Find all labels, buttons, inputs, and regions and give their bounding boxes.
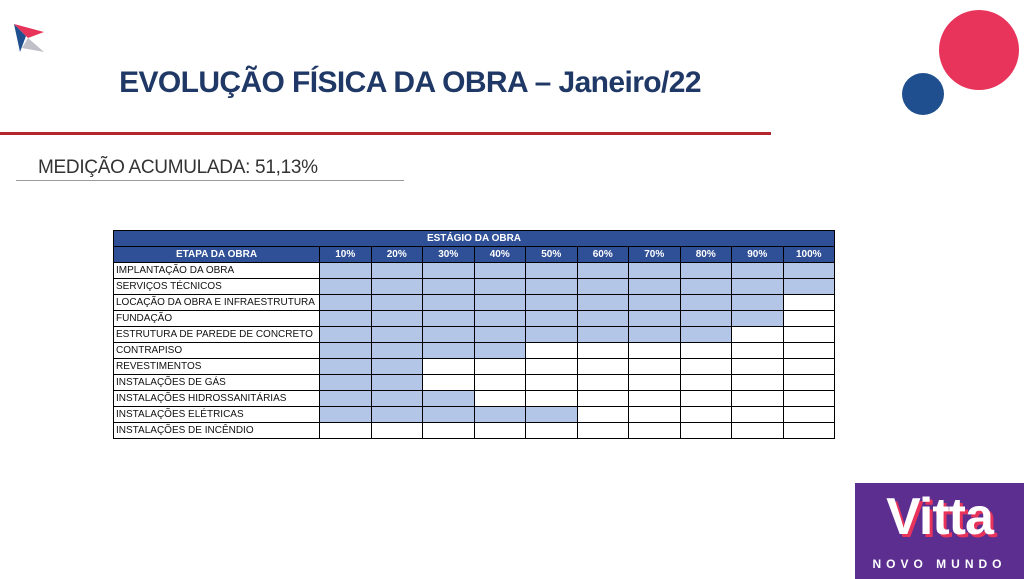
progress-cell-empty [783,407,835,423]
progress-cell-empty [577,407,629,423]
decorative-red-circle [939,10,1019,90]
progress-cell-filled [371,375,423,391]
progress-cell-empty [783,423,835,439]
progress-cell-empty [732,407,784,423]
stage-name: INSTALAÇÕES DE GÁS [114,375,320,391]
progress-cell-filled [526,279,578,295]
stage-name: FUNDAÇÃO [114,311,320,327]
progress-cell-empty [526,359,578,375]
stage-name: CONTRAPISO [114,343,320,359]
stage-header: 90% [732,247,784,263]
progress-cell-filled [320,407,372,423]
progress-cell-empty [629,343,681,359]
progress-cell-empty [783,391,835,407]
table-row [114,423,835,439]
progress-cell-empty [680,375,732,391]
progress-cell-empty [577,359,629,375]
table-row [114,359,835,375]
stage-name: INSTALAÇÕES HIDROSSANITÁRIAS [114,391,320,407]
progress-cell-empty [629,359,681,375]
progress-cell-filled [423,327,475,343]
progress-cell-empty [680,343,732,359]
progress-cell-filled [423,407,475,423]
progress-cell-empty [577,343,629,359]
progress-cell-filled [474,295,526,311]
progress-cell-filled [371,327,423,343]
progress-cell-filled [474,407,526,423]
progress-cell-empty [732,343,784,359]
progress-cell-empty [629,407,681,423]
progress-cell-filled [423,343,475,359]
progress-cell-filled [423,279,475,295]
progress-cell-filled [474,279,526,295]
table-row [114,295,835,311]
progress-cell-filled [680,263,732,279]
progress-cell-filled [680,327,732,343]
progress-cell-filled [526,263,578,279]
decorative-blue-circle [902,73,944,115]
stage-header: 80% [680,247,732,263]
progress-cell-filled [732,295,784,311]
progress-cell-filled [320,375,372,391]
progress-cell-filled [320,311,372,327]
progress-cell-filled [474,263,526,279]
progress-cell-filled [371,391,423,407]
progress-cell-filled [629,263,681,279]
table-row [114,279,835,295]
progress-cell-empty [474,391,526,407]
progress-cell-empty [732,327,784,343]
progress-cell-filled [577,311,629,327]
progress-cell-filled [577,279,629,295]
progress-cell-filled [629,279,681,295]
progress-cell-filled [423,391,475,407]
progress-cell-empty [423,423,475,439]
title-divider [0,132,771,135]
stage-header: 60% [577,247,629,263]
progress-cell-empty [732,359,784,375]
progress-cell-empty [526,375,578,391]
table-row [114,375,835,391]
accumulated-measurement: MEDIÇÃO ACUMULADA: 51,13% [38,157,318,178]
progress-cell-filled [320,263,372,279]
progress-cell-filled [371,407,423,423]
progress-cell-filled [371,343,423,359]
progress-cell-empty [474,423,526,439]
progress-cell-empty [526,343,578,359]
table-row [114,407,835,423]
label-column-header: ETAPA DA OBRA [114,247,320,263]
stage-header: 30% [423,247,475,263]
progress-cell-empty [629,375,681,391]
progress-cell-empty [629,391,681,407]
progress-cell-filled [577,295,629,311]
progress-cell-filled [474,343,526,359]
progress-cell-filled [320,279,372,295]
stage-name: INSTALAÇÕES DE INCÊNDIO [114,423,320,439]
progress-cell-filled [783,263,835,279]
progress-cell-filled [320,295,372,311]
progress-cell-filled [526,295,578,311]
progress-cell-empty [680,423,732,439]
progress-cell-filled [577,263,629,279]
progress-cell-empty [783,343,835,359]
slide-title: EVOLUÇÃO FÍSICA DA OBRA – Janeiro/22 [119,66,701,99]
brand-name: Vitta [886,488,993,546]
stage-name: ESTRUTURA DE PAREDE DE CONCRETO [114,327,320,343]
table-row [114,327,835,343]
progress-cell-filled [423,263,475,279]
progress-cell-empty [320,423,372,439]
progress-cell-empty [732,391,784,407]
table-row [114,391,835,407]
progress-cell-empty [783,359,835,375]
progress-cell-empty [783,327,835,343]
progress-cell-empty [371,423,423,439]
stage-header: 10% [320,247,372,263]
table-row [114,263,835,279]
progress-cell-empty [577,375,629,391]
stage-name: LOCAÇÃO DA OBRA E INFRAESTRUTURA [114,295,320,311]
progress-cell-empty [680,391,732,407]
progress-cell-empty [732,423,784,439]
progress-cell-empty [680,407,732,423]
progress-cell-empty [732,375,784,391]
stage-group-header: ESTÁGIO DA OBRA [114,231,835,247]
stage-header: 20% [371,247,423,263]
progress-cell-filled [732,263,784,279]
progress-cell-filled [680,279,732,295]
progress-cell-filled [629,295,681,311]
progress-cell-filled [474,327,526,343]
stage-header: 70% [629,247,681,263]
stage-header: 50% [526,247,578,263]
progress-cell-empty [526,391,578,407]
progress-cell-filled [474,311,526,327]
progress-cell-empty [680,359,732,375]
progress-cell-filled [526,311,578,327]
progress-cell-empty [783,311,835,327]
stage-name: IMPLANTAÇÃO DA OBRA [114,263,320,279]
stage-name: REVESTIMENTOS [114,359,320,375]
subtitle-divider [16,180,404,181]
progress-cell-filled [629,311,681,327]
progress-cell-empty [629,423,681,439]
progress-cell-filled [423,311,475,327]
progress-cell-filled [526,407,578,423]
progress-cell-filled [732,311,784,327]
progress-cell-filled [320,359,372,375]
brand-tagline: NOVO MUNDO [872,557,1007,571]
progress-cell-empty [423,375,475,391]
stage-name: INSTALAÇÕES ELÉTRICAS [114,407,320,423]
stage-header: 100% [783,247,835,263]
progress-cell-empty [423,359,475,375]
stage-header-row [114,247,835,263]
progress-cell-filled [371,279,423,295]
progress-table-body [114,263,835,439]
construction-progress-table [113,230,835,439]
progress-cell-filled [732,279,784,295]
progress-cell-filled [320,343,372,359]
progress-cell-empty [526,423,578,439]
progress-cell-filled [371,359,423,375]
progress-cell-empty [474,375,526,391]
progress-cell-empty [577,391,629,407]
progress-cell-empty [783,375,835,391]
vitta-brand-logo [855,483,1024,579]
progress-cell-filled [320,391,372,407]
progress-cell-filled [526,327,578,343]
progress-cell-filled [371,295,423,311]
stage-name: SERVIÇOS TÉCNICOS [114,279,320,295]
progress-cell-filled [680,295,732,311]
progress-cell-filled [371,311,423,327]
progress-cell-filled [320,327,372,343]
progress-cell-filled [629,327,681,343]
company-x-logo-icon [12,22,46,54]
progress-cell-filled [577,327,629,343]
table-row [114,343,835,359]
progress-cell-filled [371,263,423,279]
progress-cell-empty [474,359,526,375]
stage-header: 40% [474,247,526,263]
progress-cell-filled [423,295,475,311]
progress-cell-empty [577,423,629,439]
progress-cell-filled [680,311,732,327]
progress-cell-filled [783,279,835,295]
progress-cell-empty [783,295,835,311]
table-row [114,311,835,327]
